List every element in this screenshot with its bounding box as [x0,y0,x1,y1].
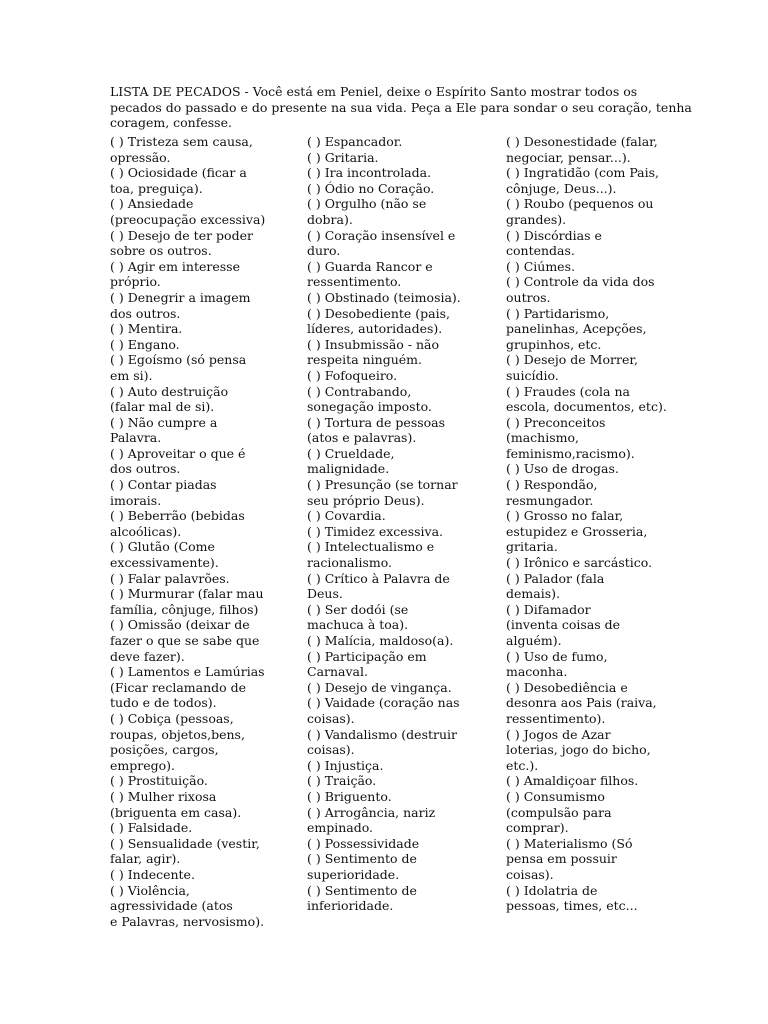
sin-list-line: alguém). [506,633,562,648]
sin-list-line: ( ) Indecente. [110,866,195,882]
sin-list-line: ( ) Orgulho (não se [307,196,427,212]
sin-list-line: líderes, autoridades). [307,321,443,337]
sin-list-line: ( ) Vandalismo (destruir [307,726,458,742]
sin-list-line: ( ) Consumismo [506,788,605,804]
sin-list-line: ( ) Amaldiçoar filhos. [506,773,639,789]
sin-list-line: negociar, pensar...). [506,149,631,165]
sin-list-line: ( ) Ingratidão (com Pais, [506,165,660,181]
sin-list-line: ( ) Timidez excessiva. [307,523,444,539]
sin-list-line: estupidez e Grosseria, [506,523,648,539]
sin-list-line: ( ) Denegrir a imagem [110,289,251,305]
sin-list-line: Palavra. [110,430,162,446]
sin-list-line: ( ) Glutão (Come [110,539,215,555]
sin-list-line: ( ) Aproveitar o que é [110,445,246,461]
intro-line: pecados do passado e do presente na sua vida. Peça a Ele para sondar o seu coração, tenha [110,99,692,115]
sin-list-column-2 [307,134,502,914]
sin-list-line: malignidade. [307,461,390,477]
sin-list-line: dobra). [307,211,353,227]
sin-list-line: feminismo,racismo). [506,445,635,461]
sin-list-line: ( ) Partidarismo, [506,305,610,321]
sin-list-line: ( ) Uso de drogas. [506,461,619,477]
sin-list-line: coisas). [307,742,355,758]
sin-list-line: roupas, objetos,bens, [110,726,245,742]
intro-line: LISTA DE PECADOS - Você está em Peniel, deixe o Espírito Santo mostrar todos os [110,84,638,99]
sin-list-line: ( ) Grosso no falar, [506,508,624,524]
sin-list-line: ( ) Ser dodói (se [307,601,409,617]
sin-list-line: ( ) Participação em [307,648,427,664]
sin-list-line: deve fazer). [110,648,185,664]
sin-list-line: ( ) Sentimento de [307,851,417,867]
sin-list-line: pensa em possuir [506,851,617,867]
sin-list-line: (Ficar reclamando de [110,679,247,695]
intro-line: coragem, confesse. [110,115,232,131]
sin-list-line: agressividade (atos [110,898,233,914]
sin-list-line: ( ) Não cumpre a [110,414,218,430]
sin-list-line: ( ) Arrogância, nariz [307,804,436,820]
sin-list-line: toa, preguiça). [110,180,203,196]
sin-list-line: ( ) Auto destruição [110,383,229,399]
sin-list-line: outros. [506,289,551,305]
sin-list-line: ( ) Crítico à Palavra de [307,570,450,586]
sin-list-line: (atos e palavras). [307,430,417,446]
sin-list-line: ( ) Discórdias e [506,227,602,243]
sin-list-line: desonra aos Pais (raiva, [506,695,657,711]
sin-list-line: e Palavras, nervosismo). [110,913,265,929]
sin-list-line: ( ) Malícia, maldoso(a). [307,633,454,648]
sin-list-column-3 [506,134,706,914]
sin-list-line: ( ) Cobiça (pessoas, [110,710,234,726]
sin-list-line: ( ) Roubo (pequenos ou [506,196,654,212]
sin-list-line: grupinhos, etc. [506,336,602,352]
sin-list-line: ( ) Covardia. [307,508,386,524]
sin-list-line: ressentimento). [506,710,606,726]
sin-list-line: ( ) Omissão (deixar de [110,617,250,633]
sin-list-line: coisas). [506,866,554,882]
sin-list-line: demais). [506,586,560,602]
sin-list-line: ( ) Jogos de Azar [506,726,611,742]
sin-list-line: coisas). [307,710,355,726]
sin-list-line: ( ) Vaidade (coração nas [307,695,460,711]
sin-list-line: machuca à toa). [307,617,409,633]
sin-list-line: ( ) Egoísmo (só pensa [110,352,247,368]
sin-list-line: sobre os outros. [110,243,212,259]
sin-list-line: loterias, jogo do bicho, [506,742,651,758]
sin-list-line: contendas. [506,243,575,259]
sin-list-line: ( ) Violência, [110,882,190,898]
sin-list-line: ( ) Guarda Rancor e [307,258,433,274]
sin-list-line: próprio. [110,274,161,290]
sin-list-column-1 [110,134,300,929]
sin-list-line: em si). [110,367,153,383]
sin-list-line: ( ) Ociosidade (ficar a [110,165,247,181]
sin-list-line: panelinhas, Acepções, [506,321,647,337]
sin-list-line: (falar mal de si). [110,399,215,415]
sin-list-line: ( ) Crueldade, [307,445,395,461]
sin-list-line: ( ) Gritaria. [307,149,379,165]
sin-list-line: ( ) Falsidade. [110,820,193,836]
sin-list-line: ( ) Intelectualismo e [307,539,435,555]
sin-list-line: opressão. [110,149,171,165]
sin-list-line: ( ) Tristeza sem causa, [110,134,253,149]
sin-list-line: excessivamente). [110,555,219,571]
sin-list-line: ( ) Mulher rixosa [110,788,217,804]
sin-list-line: ( ) Prostituição. [110,773,208,789]
sin-list-line: ( ) Agir em interesse [110,258,240,274]
sin-list-line: ( ) Mentira. [110,321,183,337]
sin-list-line: etc.). [506,757,539,773]
sin-list-line: sonegação imposto. [307,399,432,415]
sin-list-line: (compulsão para [506,804,612,820]
sin-list-line: inferioridade. [307,898,394,914]
sin-list-line: suicídio. [506,367,559,383]
sin-list-line: ( ) Idolatria de [506,882,598,898]
sin-list-line: gritaria. [506,539,558,555]
sin-list-line: ( ) Desejo de ter poder [110,227,253,243]
sin-list-line: ( ) Lamentos e Lamúrias [110,664,265,680]
sin-list-line: ( ) Insubmissão - não [307,336,440,352]
sin-list-line: ( ) Sentimento de [307,882,417,898]
sin-list-line: fazer o que se sabe que [110,633,260,648]
sin-list-line: (briguenta em casa). [110,804,242,820]
sin-list-line: ( ) Possessividade [307,835,420,851]
sin-list-line: maconha. [506,664,568,680]
sin-list-line: alcoólicas). [110,523,182,539]
sin-list-line: seu próprio Deus). [307,492,425,508]
sin-list-line: ( ) Palador (fala [506,570,605,586]
sin-list-line: ( ) Respondão, [506,477,598,493]
sin-list-line: Deus. [307,586,343,602]
sin-list-line: (machismo, [506,430,579,446]
sin-list-line: racionalismo. [307,555,392,571]
sin-list-line: ( ) Falar palavrões. [110,570,230,586]
sin-list-line: ( ) Obstinado (teimosia). [307,289,461,305]
sin-list-line: ( ) Ciúmes. [506,258,575,274]
sin-list-line: empinado. [307,820,374,836]
sin-list-line: ( ) Fofoqueiro. [307,367,398,383]
sin-list-line: tudo e de todos). [110,695,217,711]
sin-list-line: ( ) Desejo de vingança. [307,679,452,695]
sin-list-line: ( ) Engano. [110,336,180,352]
sin-list-line: falar, agir). [110,851,181,867]
sin-list-line: ( ) Contar piadas [110,477,217,493]
sin-list-line: ( ) Fraudes (cola na [506,383,630,399]
sin-list-line: Carnaval. [307,664,368,680]
sin-list-line: ( ) Injustiça. [307,757,384,773]
sin-list-line: pessoas, times, etc... [506,898,638,914]
sin-list-line: ( ) Presunção (se tornar [307,477,458,493]
sin-list-line: resmungador. [506,492,594,508]
sin-list-line: ( ) Difamador [506,601,591,617]
sin-list-line: ( ) Beberrão (bebidas [110,508,245,524]
sin-list-line: ( ) Ódio no Coração. [307,180,435,196]
sin-list-line: duro. [307,243,341,259]
sin-list-line: dos outros. [110,461,181,477]
sin-list-line: ( ) Traição. [307,773,377,789]
sin-list-line: superioridade. [307,866,400,882]
sin-list-line: (inventa coisas de [506,617,621,633]
sin-list-line: (preocupação excessiva) [110,211,266,227]
sin-list-line: ( ) Contrabando, [307,383,412,399]
sin-list-line: ( ) Ansiedade [110,196,194,212]
sin-list-line: ( ) Materialismo (Só [506,835,633,851]
sin-list-line: ( ) Briguento. [307,788,392,804]
sin-list-line: ( ) Espancador. [307,134,403,149]
sin-list-line: ( ) Murmurar (falar mau [110,586,264,602]
sin-list-line: cônjuge, Deus...). [506,180,617,196]
sin-list-line: ( ) Desobediência e [506,679,628,695]
sin-list-line: emprego). [110,757,176,773]
sin-list-line: ( ) Ira incontrolada. [307,165,432,181]
sin-list-line: grandes). [506,211,567,227]
sin-list-line: dos outros. [110,305,181,321]
sin-list-line: escola, documentos, etc). [506,399,667,415]
sin-list-line: posições, cargos, [110,742,219,758]
sin-list-line: família, cônjuge, filhos) [110,601,259,617]
sin-list-line: ( ) Sensualidade (vestir, [110,835,260,851]
sin-list-line: respeita ninguém. [307,352,423,368]
sin-list-line: imorais. [110,492,162,508]
sin-list-line: ( ) Desobediente (pais, [307,305,451,321]
sin-list-line: ( ) Desonestidade (falar, [506,134,658,149]
sin-list-line: ( ) Controle da vida dos [506,274,655,290]
sin-list-line: ( ) Irônico e sarcástico. [506,555,653,571]
sin-list-line: ressentimento. [307,274,402,290]
sin-list-line: ( ) Uso de fumo, [506,648,608,664]
sin-list-line: comprar). [506,820,569,836]
sin-list-line: ( ) Coração insensível e [307,227,456,243]
sin-list-line: ( ) Tortura de pessoas [307,414,446,430]
intro-paragraph [110,84,692,131]
sin-list-line: ( ) Preconceitos [506,414,606,430]
sin-list-line: ( ) Desejo de Morrer, [506,352,638,368]
